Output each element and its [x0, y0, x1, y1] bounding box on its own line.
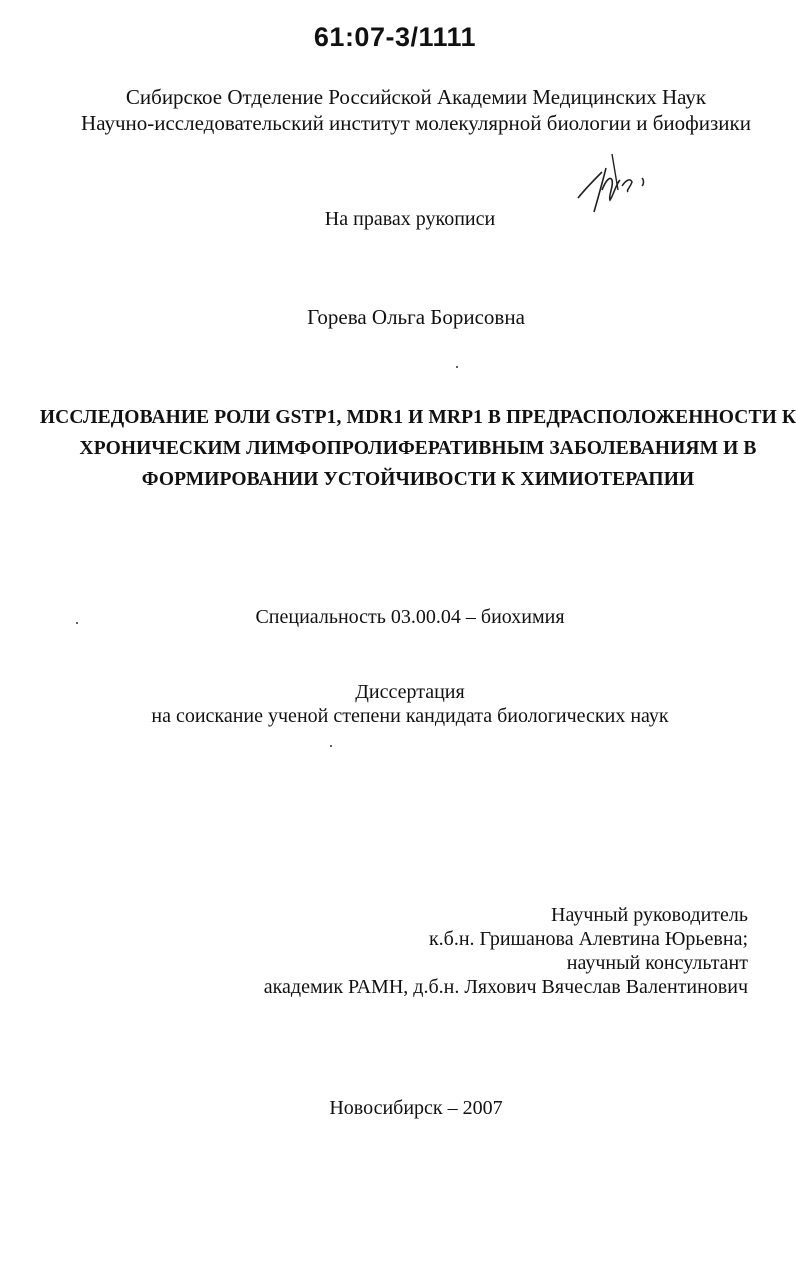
supervisors-block: [264, 903, 748, 999]
city-year: Новосибирск – 2007: [329, 1097, 503, 1119]
title-line-1: ИССЛЕДОВАНИЕ РОЛИ GSTP1, MDR1 И MRP1 В ПРЕДРАСПОЛОЖЕННОСТИ К: [39, 407, 796, 428]
dissertation-title: [0, 402, 796, 495]
title-line-2: ХРОНИЧЕСКИМ ЛИМФОПРОЛИФЕРАТИВНЫМ ЗАБОЛЕВАНИЯМ И В: [79, 438, 757, 459]
scan-speck: [456, 366, 458, 368]
degree-description: на соискание ученой степени кандидата биологических наук: [151, 705, 669, 727]
rights-note: На правах рукописи: [324, 208, 496, 230]
author-name: Горева Ольга Борисовна: [307, 305, 525, 329]
organization-line-1: Сибирское Отделение Российской Академии Медицинских Наук: [125, 85, 707, 109]
scan-speck: [330, 745, 332, 747]
dissertation-label: Диссертация: [355, 681, 465, 703]
organization-line-2: Научно-исследовательский институт молекулярной биологии и биофизики: [81, 111, 751, 135]
supervisor-role: Научный руководитель: [551, 904, 748, 926]
consultant-role: научный консультант: [566, 952, 748, 974]
supervisor-name: к.б.н. Гришанова Алевтина Юрьевна;: [428, 928, 748, 950]
title-line-3: ФОРМИРОВАНИИ УСТОЙЧИВОСТИ К ХИМИОТЕРАПИИ: [141, 469, 695, 490]
catalog-number: 61:07-3/1111: [313, 22, 477, 52]
specialty: Специальность 03.00.04 – биохимия: [255, 606, 565, 628]
consultant-name: академик РАМН, д.б.н. Ляхович Вячеслав Валентинович: [263, 976, 748, 998]
scan-speck: [76, 622, 78, 624]
